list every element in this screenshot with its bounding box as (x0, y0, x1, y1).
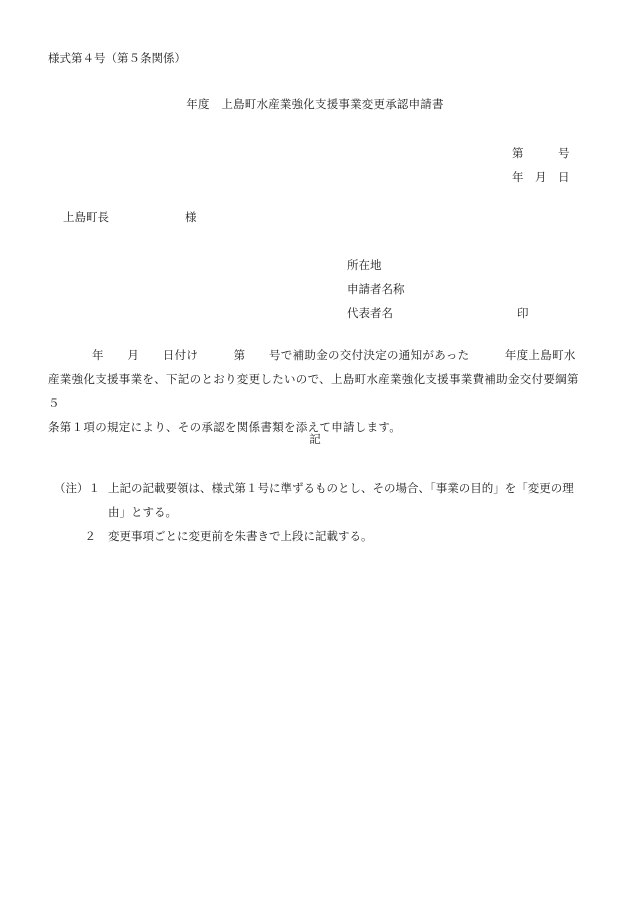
document-date-line: 年 月 日 (512, 170, 570, 184)
addressee-honorific: 様 (185, 210, 197, 224)
body-line-1: 年 月 日付け 第 号で補助金の交付決定の通知があった 年度上島町水 (92, 348, 576, 362)
applicant-block (347, 253, 529, 325)
addressee-name: 上島町長 (63, 210, 109, 224)
note-1-line-1: 上記の記載要領は、様式第１号に準ずるものとし、その場合、「事業の目的」を「変更の理 (108, 481, 574, 495)
notes-block (54, 476, 594, 548)
addressee (63, 209, 197, 225)
body-line-3: 条第１項の規定により、その承認を関係書類を添えて申請します。 (48, 420, 402, 434)
note-1-line-2: 由」とする。 (108, 505, 177, 519)
application-body (48, 343, 588, 439)
representative-label: 代表者名 (347, 306, 393, 320)
form-number: 様式第４号（第５条関係） (48, 51, 186, 65)
document-title: 年度 上島町水産業強化支援事業変更承認申請書 (186, 97, 444, 111)
note-2-text: 変更事項ごとに変更前を朱書きで上段に記載する。 (108, 529, 373, 543)
ki-heading: 記 (309, 432, 321, 446)
document-number-line: 第 号 (512, 146, 570, 160)
applicant-address-label: 所在地 (347, 258, 382, 272)
seal-mark: 印 (517, 306, 529, 320)
applicant-name-label: 申請者名称 (347, 282, 405, 296)
body-line-2: 産業強化支援事業を、下記のとおり変更したいので、上島町水産業強化支援事業費補助金交付要綱第５ (48, 372, 579, 410)
note-2 (54, 524, 594, 548)
note-2-prefix: ２ (84, 529, 96, 543)
applicant-representative-row (347, 301, 529, 325)
note-1-prefix: （注）１ (54, 481, 100, 495)
note-1 (54, 476, 594, 500)
note-1-continuation (54, 500, 594, 524)
reference-block (512, 141, 570, 189)
